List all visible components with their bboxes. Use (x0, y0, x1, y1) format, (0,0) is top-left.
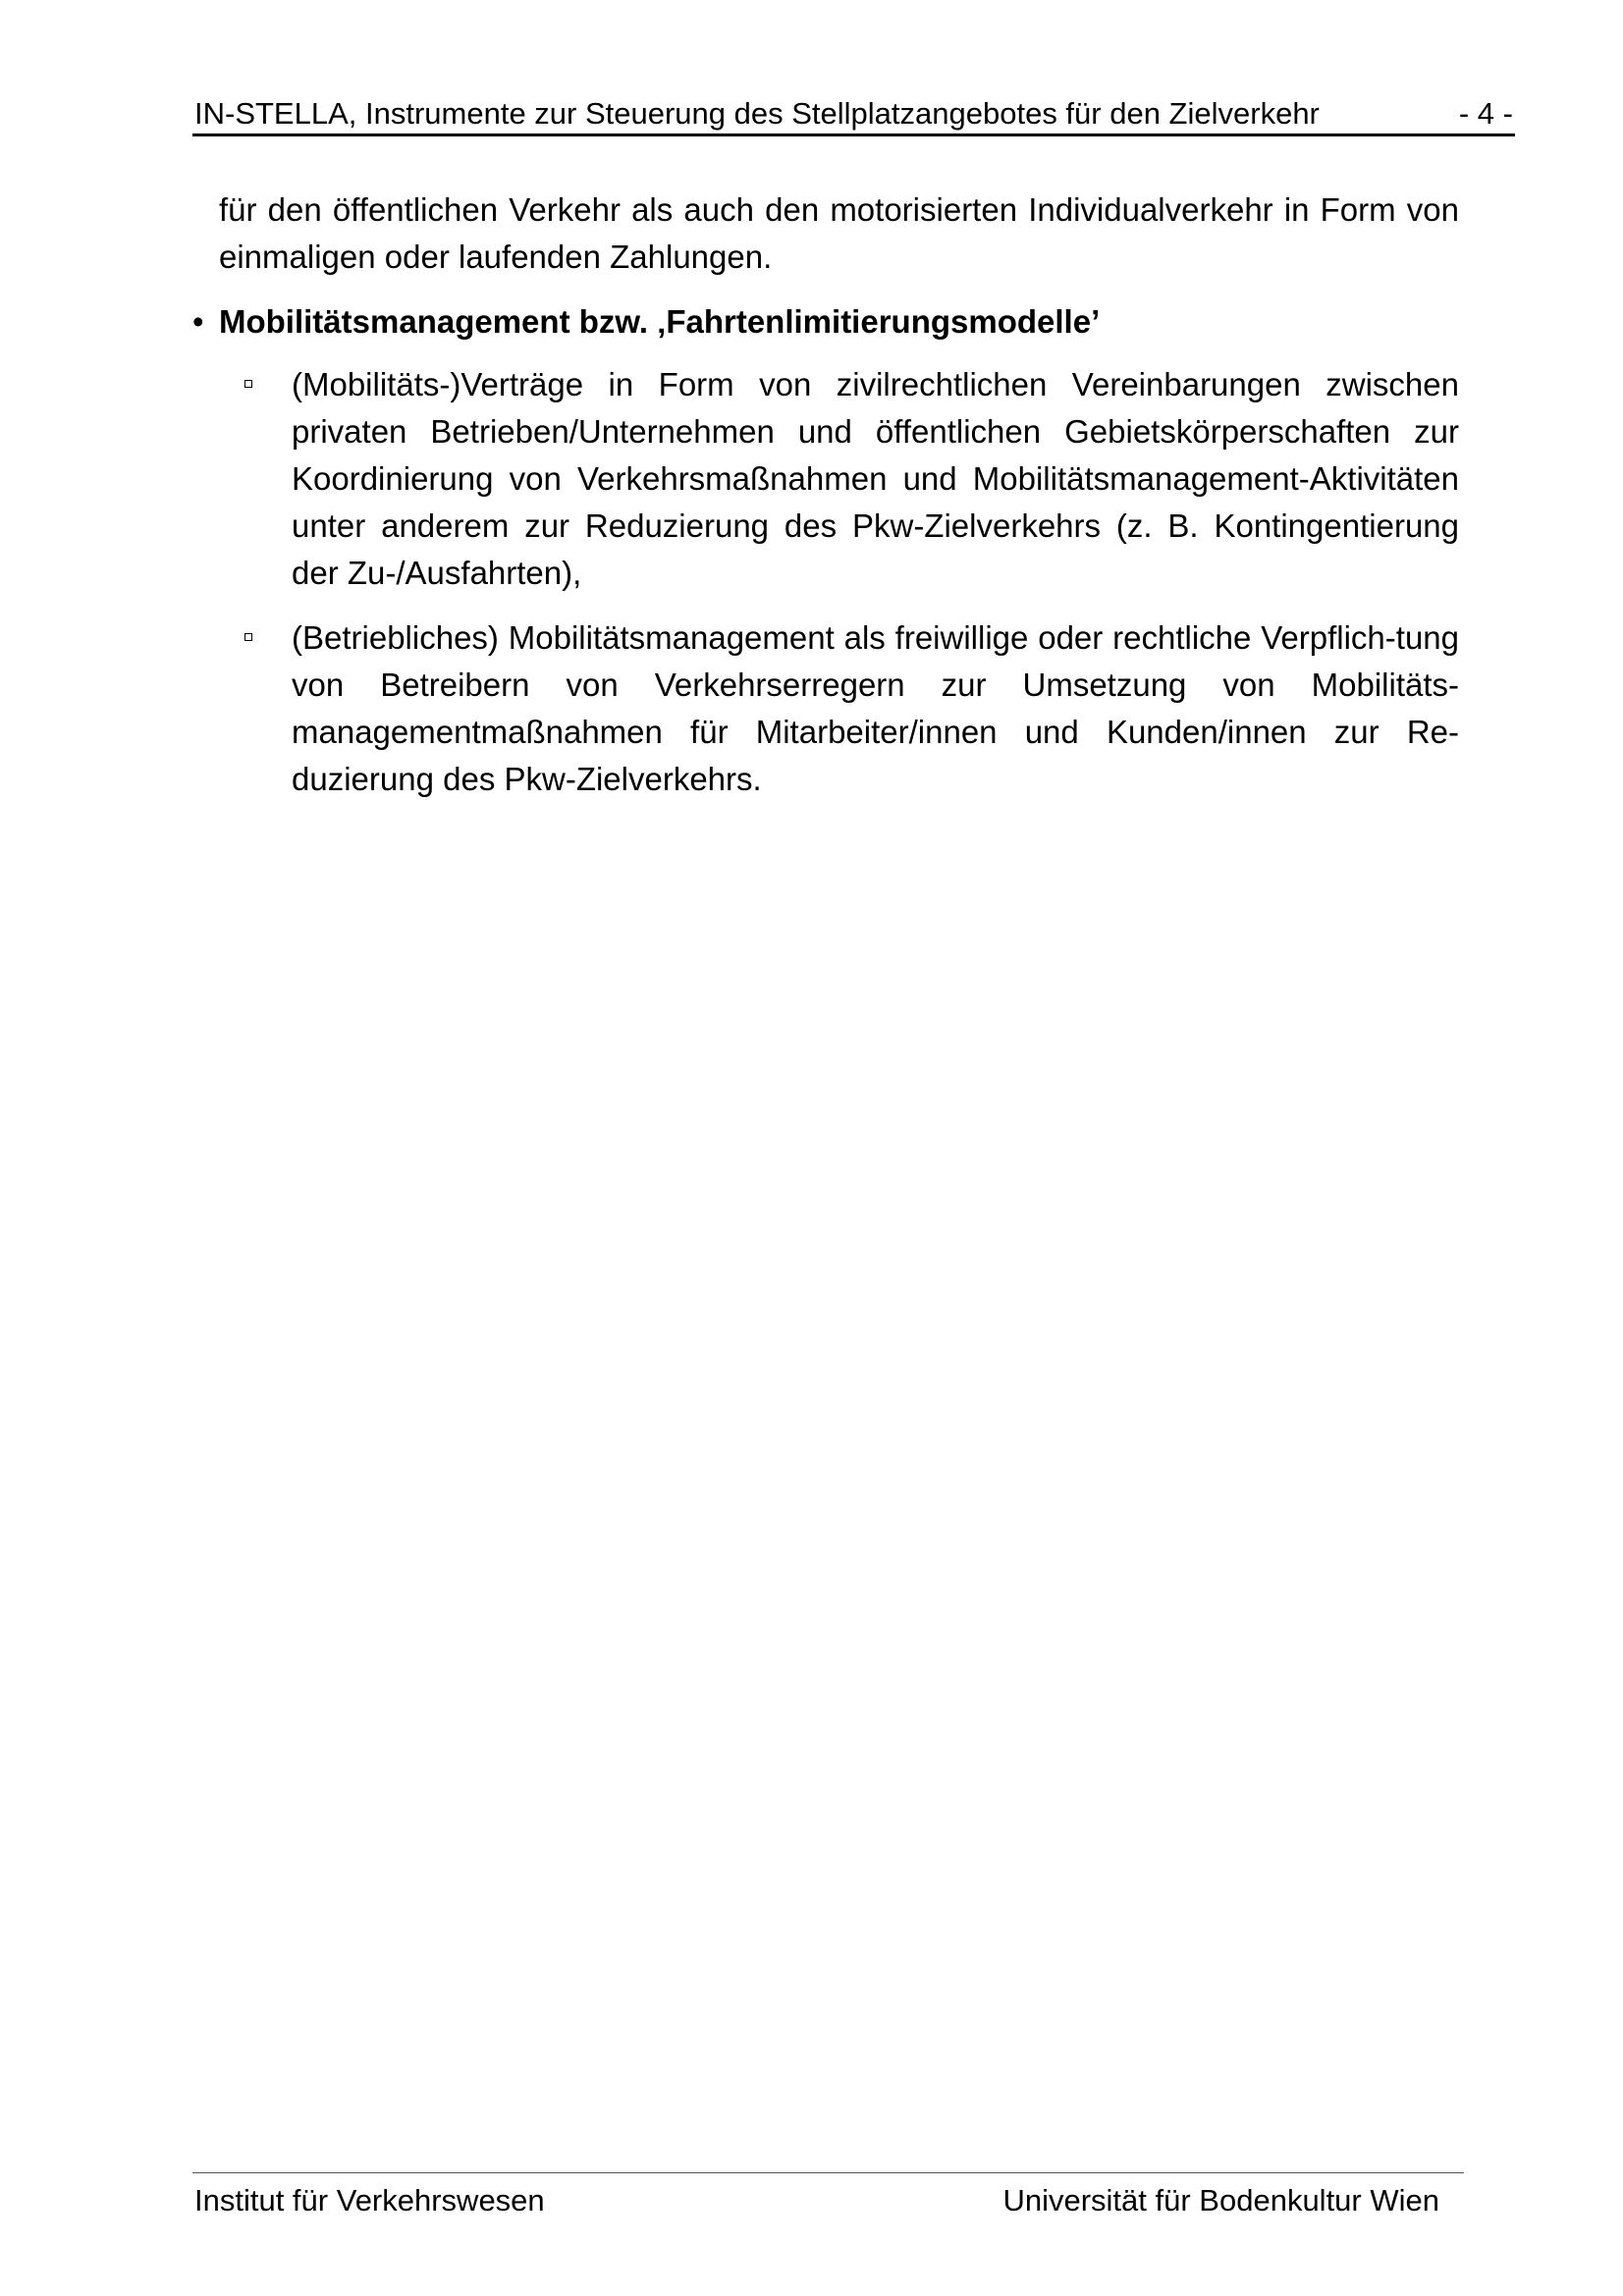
intro-paragraph: für den öffentlichen Verkehr als auch den motorisierten Individualverkehr in Form von einmaligen oder laufenden Zahlungen. (219, 191, 1459, 275)
sub-list-item (192, 361, 1459, 597)
square-bullet-icon (192, 614, 292, 662)
page-header (192, 94, 1515, 136)
bullet-item (192, 298, 1459, 346)
sub-item-list (192, 361, 1459, 803)
header-page-number: - 4 - (1458, 96, 1513, 131)
bullet-marker: • (192, 303, 204, 340)
footer-institute: Institut für Verkehrswesen (194, 2183, 545, 2217)
header-title: IN-STELLA, Instrumente zur Steuerung des Stellplatzangebotes für den Zielverkehr (194, 96, 1320, 131)
page-content (192, 187, 1459, 821)
footer-university: Universität für Bodenkultur Wien (1002, 2183, 1439, 2217)
square-bullet-icon (192, 361, 292, 408)
sub-item-text: (Betriebliches) Mobilitätsmanagement als freiwillige oder rechtliche Verpflich-tung von Betreibern von Verkehrserregern zur Umsetzung von Mobilitäts-managementmaßnahmen für Mitarbeiter/innen und Kunden/innen zur Re-duzierung des Pkw-Zielverkehrs. (292, 619, 1459, 797)
bullet-heading-text: Mobilitätsmanagement bzw. ‚Fahrtenlimitierungsmodelle’ (219, 303, 1101, 340)
sub-item-text: (Mobilitäts-)Verträge in Form von zivilrechtlichen Vereinbarungen zwischen privaten Betrieben/Unternehmen und öffentlichen Gebietskörperschaften zur Koordinierung von Verkehrsmaßnahmen und Mobilitätsmanagement-Aktivitäten unter anderem zur Reduzierung des Pkw-Zielverkehrs (z. B. Kontingentierung der Zu-/Ausfahrten), (292, 366, 1459, 591)
sub-list-item (192, 614, 1459, 803)
page-footer (192, 2172, 1464, 2222)
